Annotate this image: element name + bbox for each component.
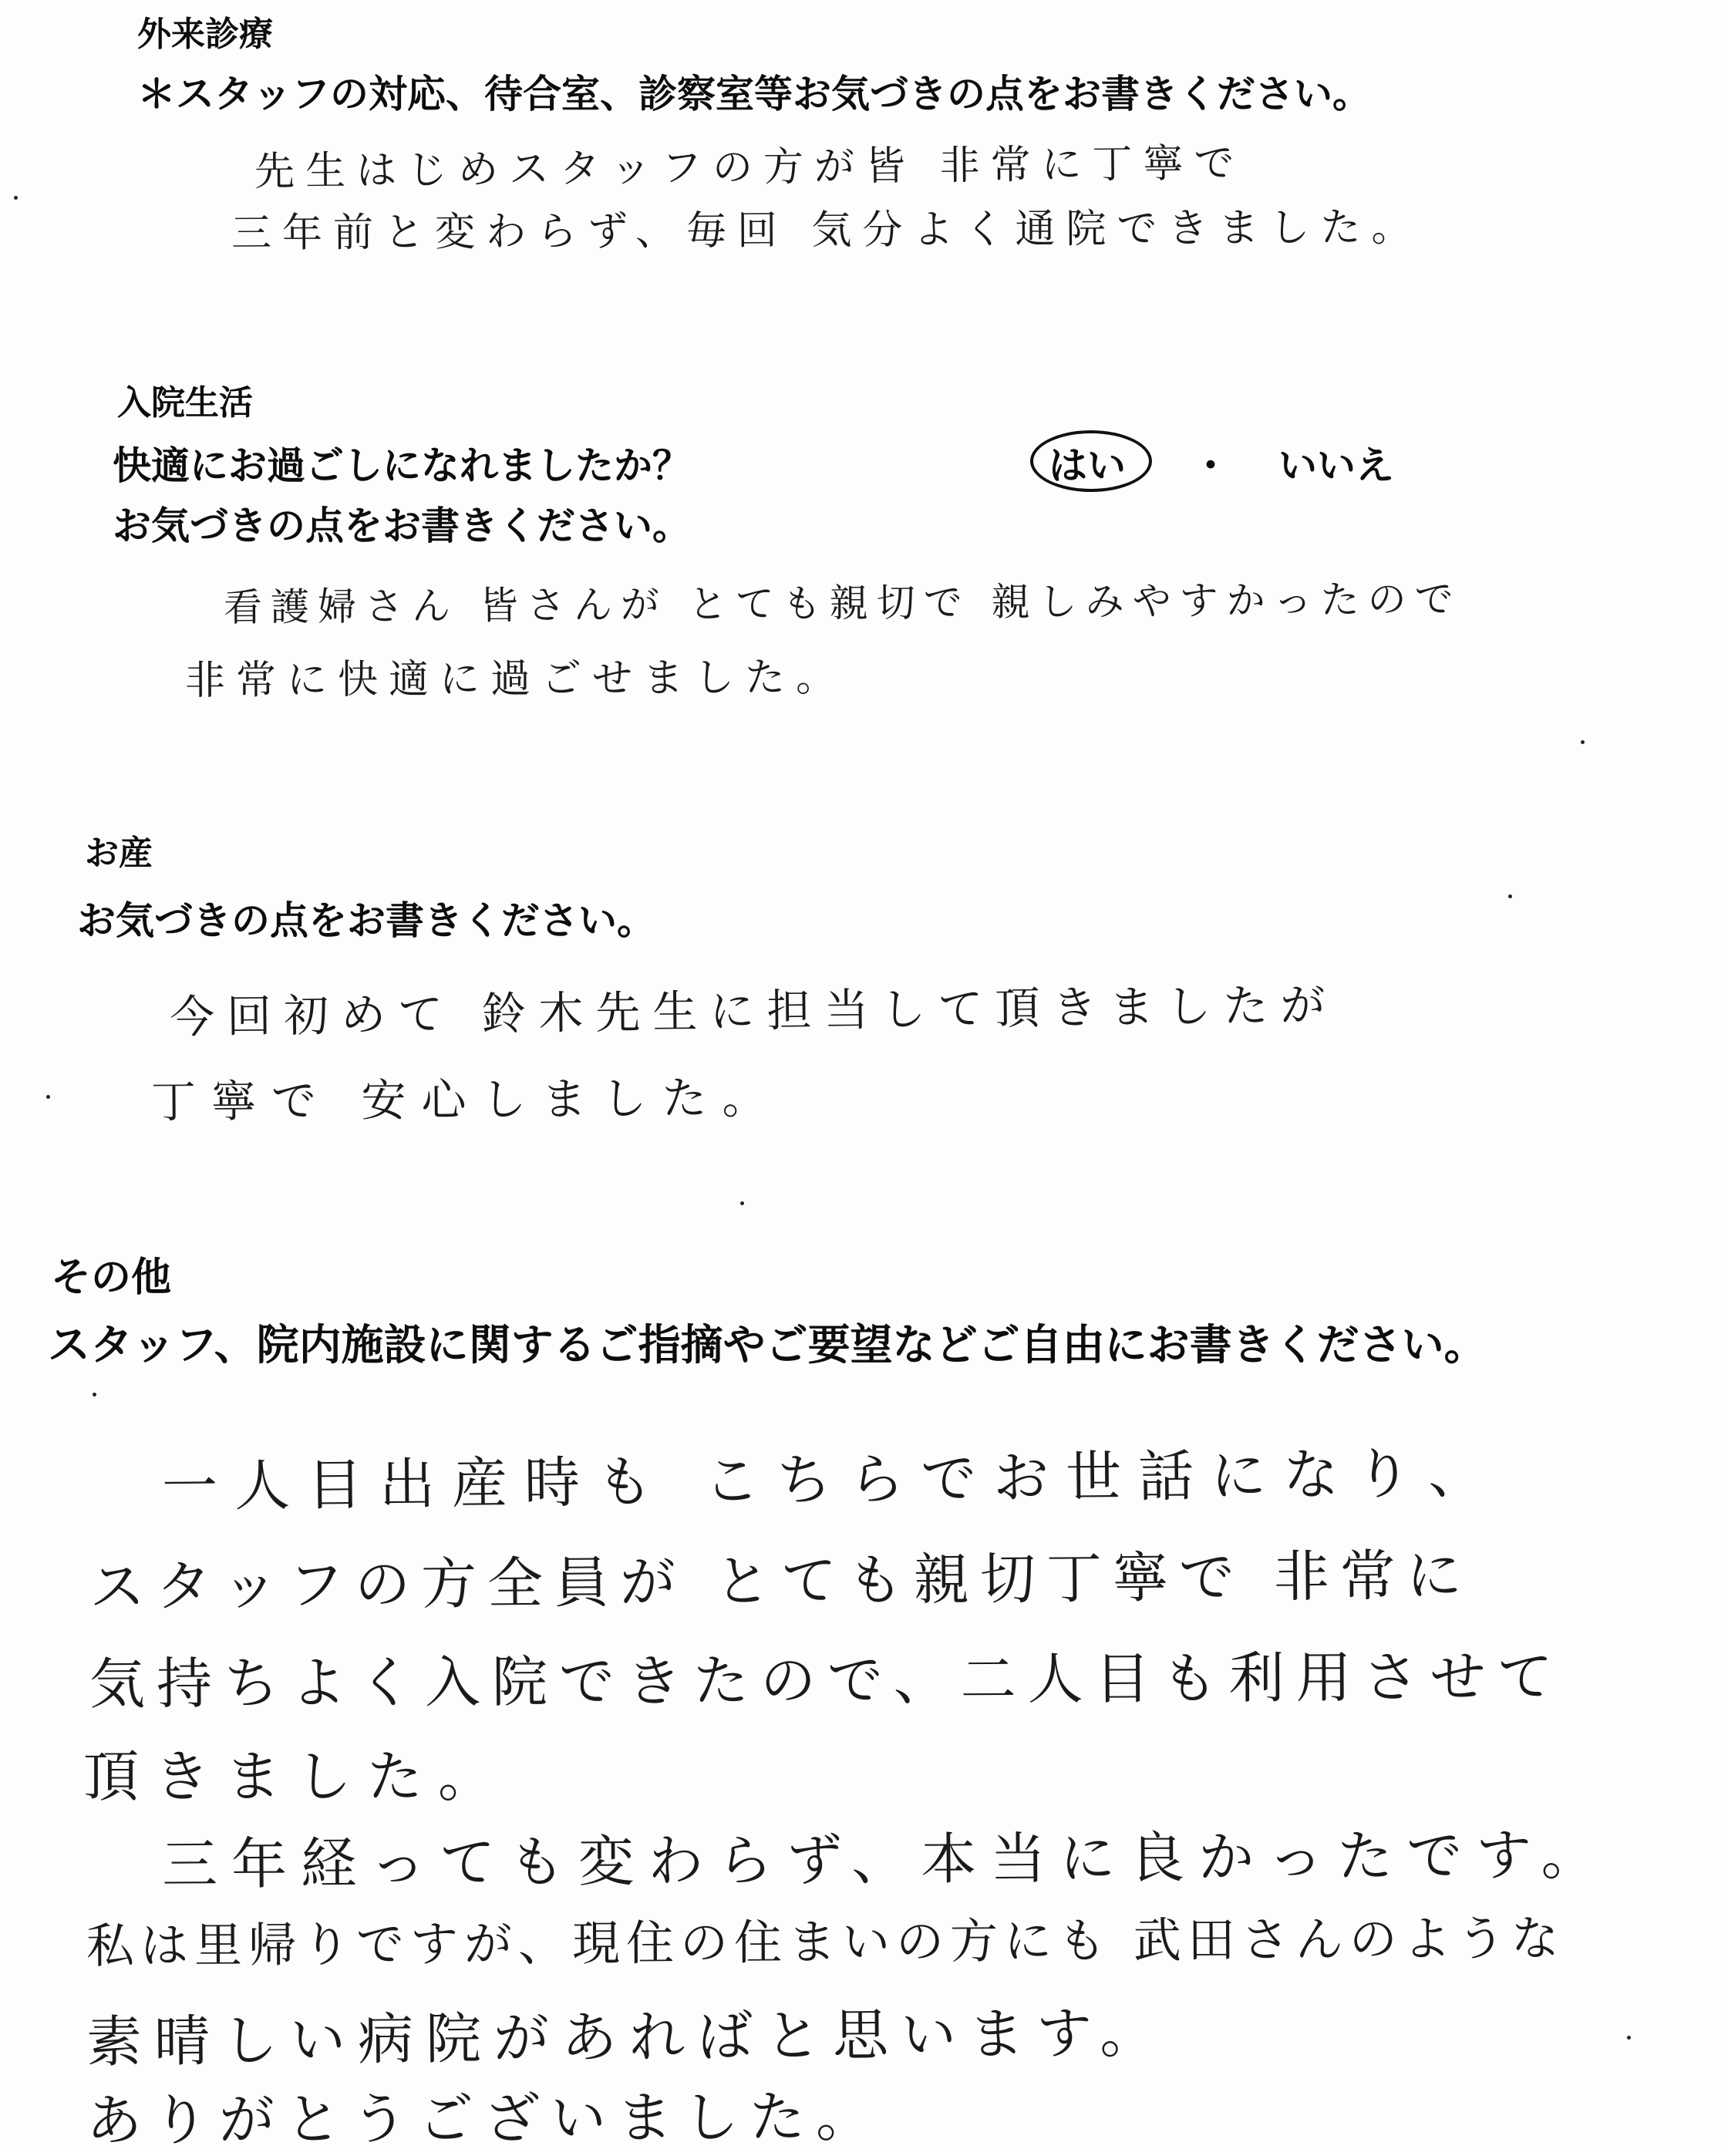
other-answer-line: 素晴しい病院があればと思います。 bbox=[86, 1999, 1168, 2074]
scan-speck bbox=[740, 1201, 744, 1205]
other-title: その他 bbox=[51, 1255, 172, 1301]
outpatient-prompt: ＊スタッフの対応、待合室、診察室等お気づきの点をお書きください。 bbox=[137, 72, 1371, 116]
scan-speck bbox=[14, 196, 18, 200]
delivery-answer-line: 丁寧で 安心しました。 bbox=[150, 1071, 783, 1128]
delivery-prompt: お気づきの点をお書きください。 bbox=[77, 898, 655, 943]
other-answer-line: スタッフの方全員が とても親切丁寧で 非常に bbox=[89, 1542, 1474, 1619]
scan-speck bbox=[1581, 740, 1585, 744]
other-answer-line: 私は里帰りですが、現住の住まいの方にも 武田さんのような bbox=[86, 1909, 1565, 1974]
outpatient-answer-line: 三年前と変わらず、毎回 気分よく通院できました。 bbox=[231, 204, 1423, 257]
other-prompt: スタッフ、院内施設に関するご指摘やご要望などご自由にお書きください。 bbox=[48, 1320, 1487, 1369]
other-answer-line: 気持ちよく入院できたので、二人目も利用させて bbox=[89, 1643, 1565, 1716]
inpatient-answer-line: 看護婦さん 皆さんが とても親切で 親しみやすかったので bbox=[223, 576, 1462, 630]
option-no[interactable]: いいえ bbox=[1278, 443, 1394, 488]
outpatient-title: 外来診療 bbox=[137, 15, 273, 54]
option-yes[interactable]: はい bbox=[1049, 443, 1126, 488]
scan-speck bbox=[1508, 894, 1512, 898]
delivery-answer-line: 今回初めて 鈴木先生に担当して頂きましたが bbox=[169, 979, 1338, 1043]
inpatient-question: 快適にお過ごしになれましたか？ bbox=[113, 443, 691, 488]
other-answer-line: 頂きました。 bbox=[83, 1744, 510, 1809]
other-answer-line: ありがとうございました。 bbox=[86, 2084, 883, 2153]
inpatient-title: 入院生活 bbox=[117, 383, 253, 423]
inpatient-choice bbox=[1026, 426, 1427, 495]
inpatient-answer-line: 非常に快適に過ごせました。 bbox=[184, 654, 847, 704]
delivery-title: お産 bbox=[85, 834, 153, 873]
other-answer-line: 一人目出産時も こちらでお世話になり、 bbox=[161, 1440, 1501, 1519]
scan-speck bbox=[93, 1393, 96, 1396]
scan-speck bbox=[1627, 2036, 1631, 2040]
option-separator: ・ bbox=[1191, 443, 1230, 488]
other-answer-line: 三年経っても変わらず、本当に良かったです。 bbox=[161, 1821, 1611, 1897]
outpatient-answer-line: 先生はじめスタッフの方が皆 非常に丁寧で bbox=[254, 140, 1245, 195]
scan-speck bbox=[46, 1095, 50, 1099]
inpatient-prompt: お気づきの点をお書きください。 bbox=[113, 504, 691, 548]
